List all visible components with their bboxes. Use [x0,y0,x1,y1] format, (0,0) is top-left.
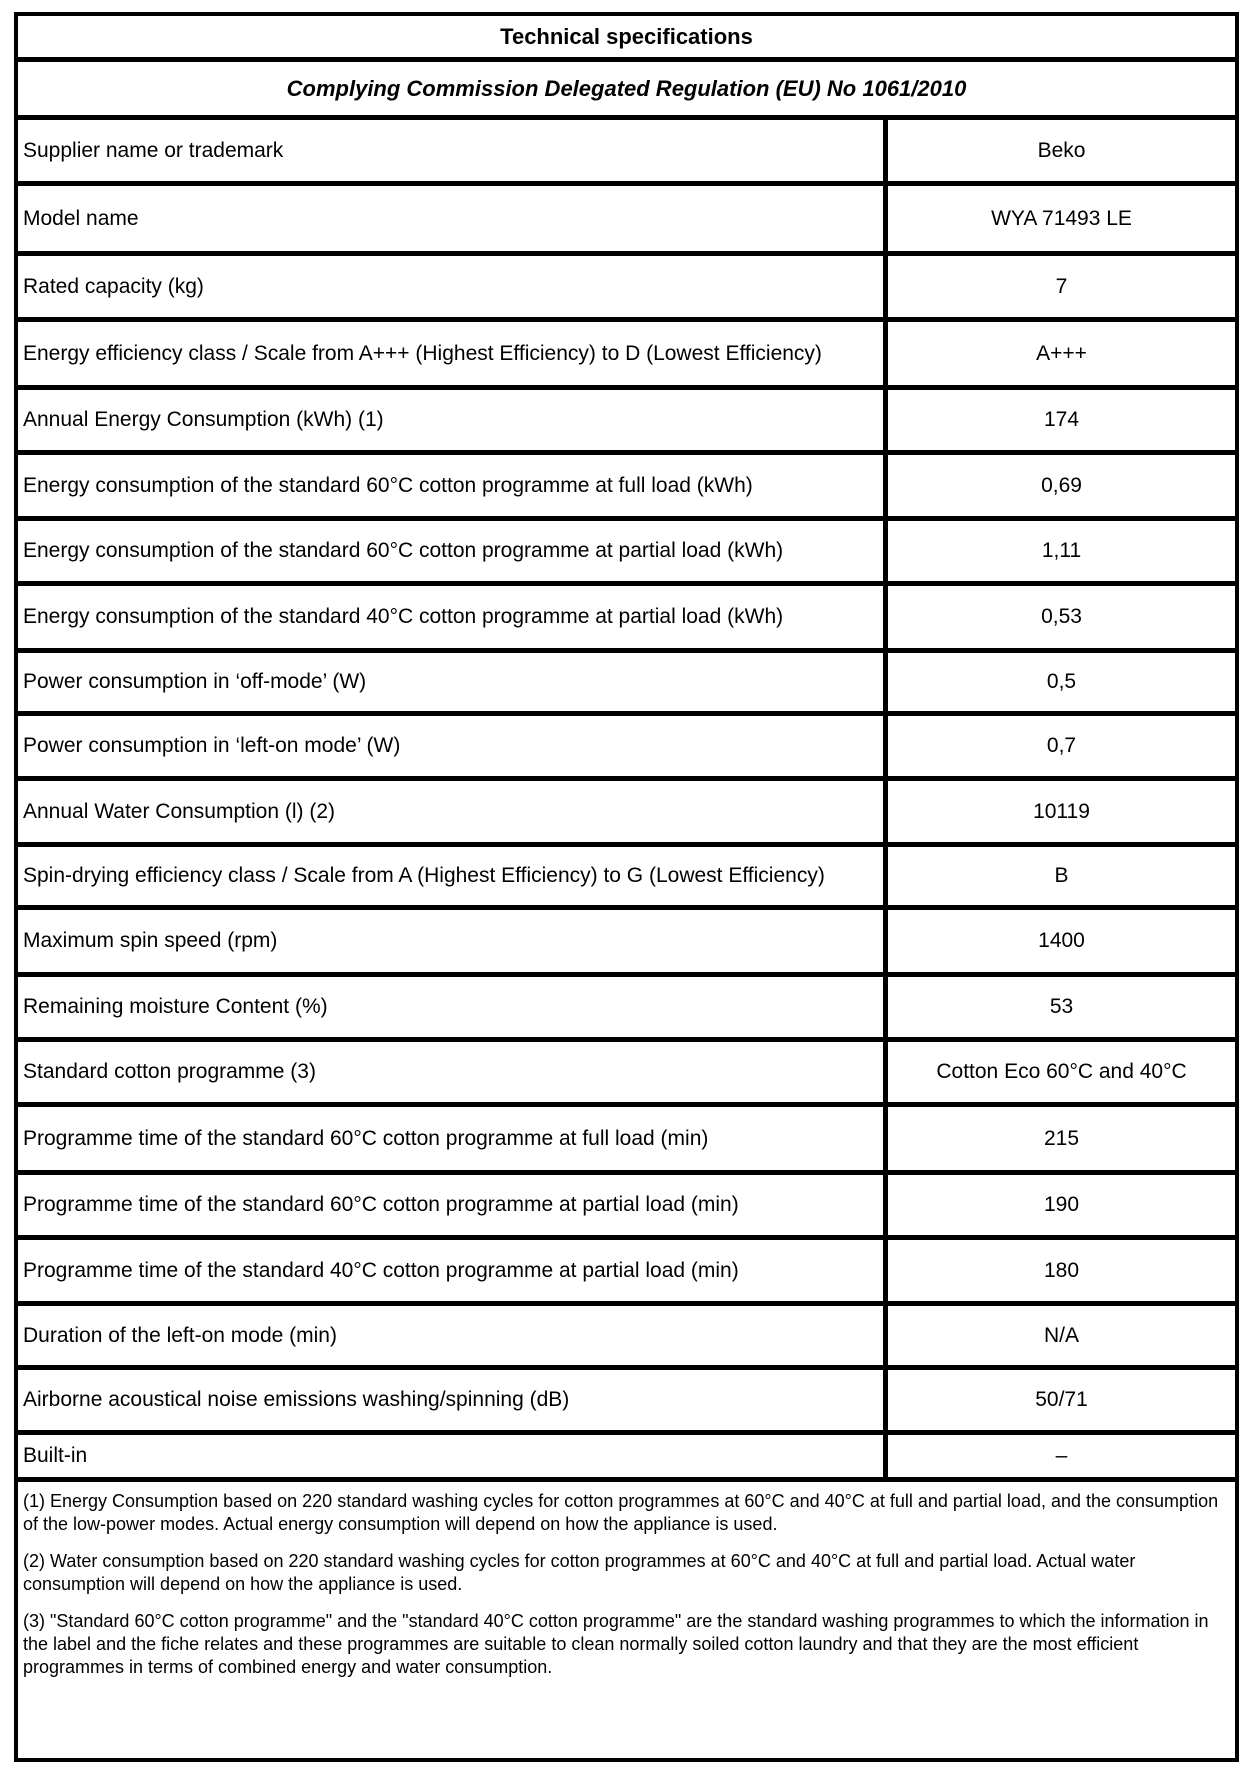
spec-label: Airborne acoustical noise emissions washing/spinning (dB) [18,1370,888,1430]
spec-label: Power consumption in ‘off-mode’ (W) [18,653,888,711]
spec-label: Energy consumption of the standard 60°C cotton programme at full load (kWh) [18,455,888,516]
spec-value: WYA 71493 LE [991,206,1132,230]
table-row [18,910,1235,977]
table-row [18,847,1235,910]
spec-value: 215 [1043,1126,1080,1150]
spec-value: 180 [1043,1258,1080,1282]
spec-value: Beko [1037,138,1086,162]
table-row [18,1175,1235,1240]
spec-label: Annual Energy Consumption (kWh) (1) [18,390,888,450]
spec-value: B [1054,864,1069,887]
table-row [18,1306,1235,1370]
spec-label: Programme time of the standard 60°C cotton programme at full load (min) [18,1107,888,1170]
footnote-2: (2) Water consumption based on 220 standard washing cycles for cotton programmes at 60°C and 40°C at full and partial load. Actual water consumption will depend on how the appliance is used. [23,1551,1136,1594]
footnotes [18,1482,1235,1758]
spec-value: 0,5 [1046,670,1077,693]
spec-label: Supplier name or trademark [18,120,888,181]
spec-label: Energy consumption of the standard 60°C cotton programme at partial load (kWh) [18,521,888,581]
table-row [18,586,1235,653]
table-row [18,521,1235,586]
table-row [18,653,1235,716]
spec-label: Programme time of the standard 60°C cotton programme at partial load (min) [18,1175,888,1235]
table-title: Technical specifications [18,16,1235,62]
table-row [18,455,1235,521]
footnote-1: (1) Energy Consumption based on 220 standard washing cycles for cotton programmes at 60°C and 40°C at full and partial load, and the consumption of the low-power modes. Actual energy consumption will depend on how the appliance is used. [23,1491,1219,1534]
spec-value: – [1055,1444,1068,1467]
footnote-3: (3) "Standard 60°C cotton programme" and the "standard 40°C cotton programme" are the standard washing programmes to which the information in the label and the fiche relates and these programmes are suitable to clean normally soiled cotton laundry and that they are the most efficient programmes in terms of combined energy and water consumption. [23,1611,1209,1677]
spec-value: A+++ [1036,341,1087,365]
spec-label: Maximum spin speed (rpm) [18,910,888,972]
spec-value: 0,7 [1046,734,1077,757]
spec-value: 50/71 [1035,1388,1088,1411]
spec-value: 190 [1043,1193,1080,1216]
spec-value: 1,11 [1041,539,1082,562]
table-row [18,1042,1235,1107]
table-row [18,781,1235,847]
spec-value: 53 [1049,995,1074,1018]
spec-label: Energy efficiency class / Scale from A+++ (Highest Efficiency) to D (Lowest Efficiency) [18,322,888,385]
table-row [18,1435,1235,1482]
table-row [18,1370,1235,1435]
spec-value: Cotton Eco 60°C and 40°C [936,1060,1187,1083]
spec-label: Rated capacity (kg) [18,256,888,317]
spec-value: N/A [1043,1323,1079,1347]
spec-label: Programme time of the standard 40°C cotton programme at partial load (min) [18,1240,888,1301]
table-row [18,390,1235,455]
spec-table [14,12,1239,1762]
spec-label: Annual Water Consumption (l) (2) [18,781,888,842]
spec-value: 174 [1043,408,1080,431]
spec-label: Energy consumption of the standard 40°C cotton programme at partial load (kWh) [18,586,888,648]
spec-label: Remaining moisture Content (%) [18,977,888,1037]
spec-label: Duration of the left-on mode (min) [18,1306,888,1365]
table-row [18,120,1235,186]
spec-value: 10119 [1033,799,1090,823]
table-row [18,322,1235,390]
table-row [18,716,1235,781]
regulation-subtitle: Complying Commission Delegated Regulation (EU) No 1061/2010 [18,62,1235,120]
spec-value: 1400 [1038,929,1085,952]
spec-value: 7 [1055,274,1068,298]
spec-label: Spin-drying efficiency class / Scale from A (Highest Efficiency) to G (Lowest Efficiency) [18,847,888,905]
spec-label: Built-in [18,1435,888,1477]
spec-label: Power consumption in ‘left-on mode’ (W) [18,716,888,776]
spec-value: 0,69 [1041,473,1082,497]
table-row [18,1107,1235,1175]
table-row [18,977,1235,1042]
table-row [18,186,1235,256]
spec-label: Model name [18,186,888,251]
spec-value: 0,53 [1041,605,1082,628]
table-row [18,256,1235,322]
spec-label: Standard cotton programme (3) [18,1042,888,1102]
table-row [18,1240,1235,1306]
